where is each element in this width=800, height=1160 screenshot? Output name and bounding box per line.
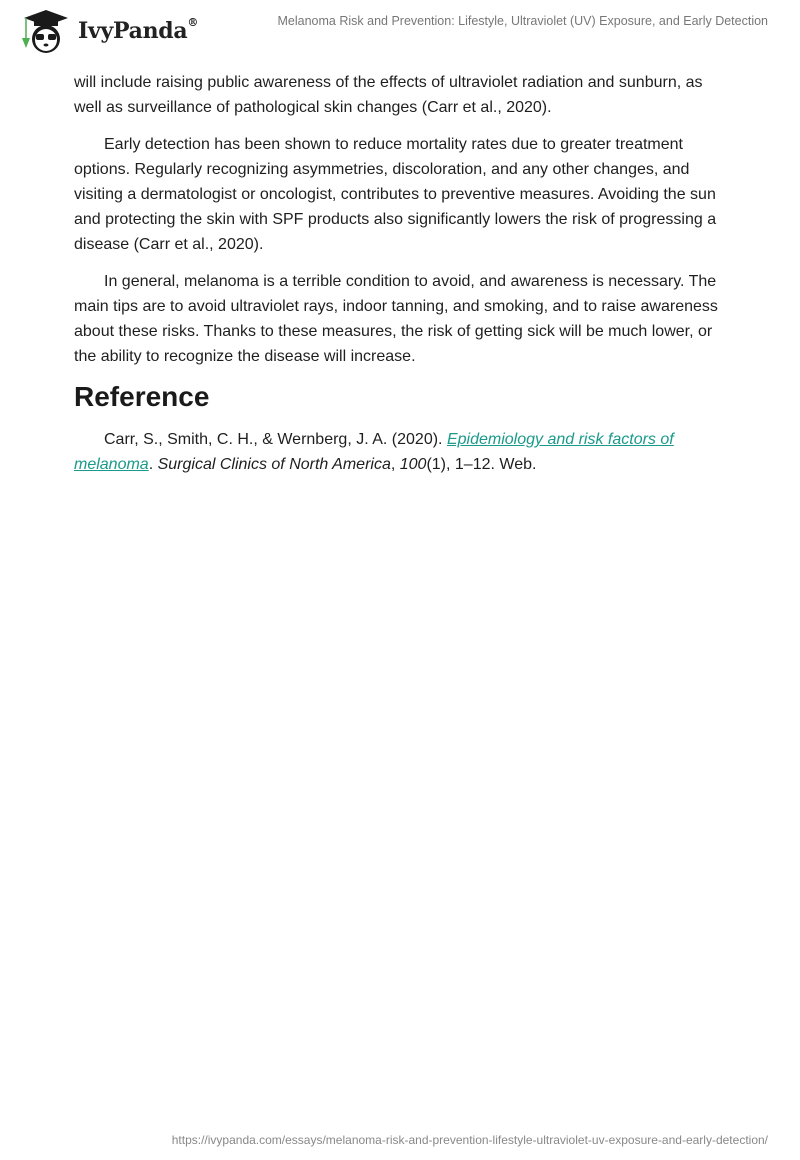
panda-graduate-icon (16, 8, 74, 54)
ivypanda-logo[interactable] (16, 8, 198, 54)
reference-entry: Carr, S., Smith, C. H., & Wernberg, J. A. (2020). Epidemiology and risk factors of melanoma. Surgical Clinics of North America, 100(1), 1–12. Web. (74, 431, 674, 473)
paragraph: Early detection has been shown to reduce mortality rates due to greater treatment options. Regularly recognizing asymmetries, discoloration, and any other changes, and visiting a dermatologist or oncologist, contributes to preventive measures. Avoiding the sun and protecting the skin with SPF products also significantly lowers the risk of progressing a disease (Carr et al., 2020). (74, 136, 717, 253)
paragraph: will include raising public awareness of the effects of ultraviolet radiation and sunburn, as well as surveillance of pathological skin changes (Carr et al., 2020). (74, 74, 703, 116)
brand-name: IvyPanda® (78, 16, 199, 44)
paragraph: In general, melanoma is a terrible condition to avoid, and awareness is necessary. The main tips are to avoid ultraviolet rays, indoor tanning, and smoking, and to raise awareness about these risks. Thanks to these measures, the risk of getting sick will be much lower, or the ability to recognize the disease will increase. (74, 273, 718, 365)
reference-heading: Reference (74, 381, 210, 412)
reference-title-link[interactable]: Epidemiology and risk factors of melanoma (74, 431, 674, 473)
journal-name: Surgical Clinics of North America (157, 456, 391, 473)
document-title: Melanoma Risk and Prevention: Lifestyle, Ultraviolet (UV) Exposure, and Early Detection (277, 14, 768, 28)
essay-body (74, 70, 724, 489)
page-header (0, 0, 800, 60)
volume: 100 (399, 456, 427, 473)
footer-url: https://ivypanda.com/essays/melanoma-risk-and-prevention-lifestyle-ultraviolet-uv-exposure-and-early-detection/ (171, 1133, 768, 1147)
